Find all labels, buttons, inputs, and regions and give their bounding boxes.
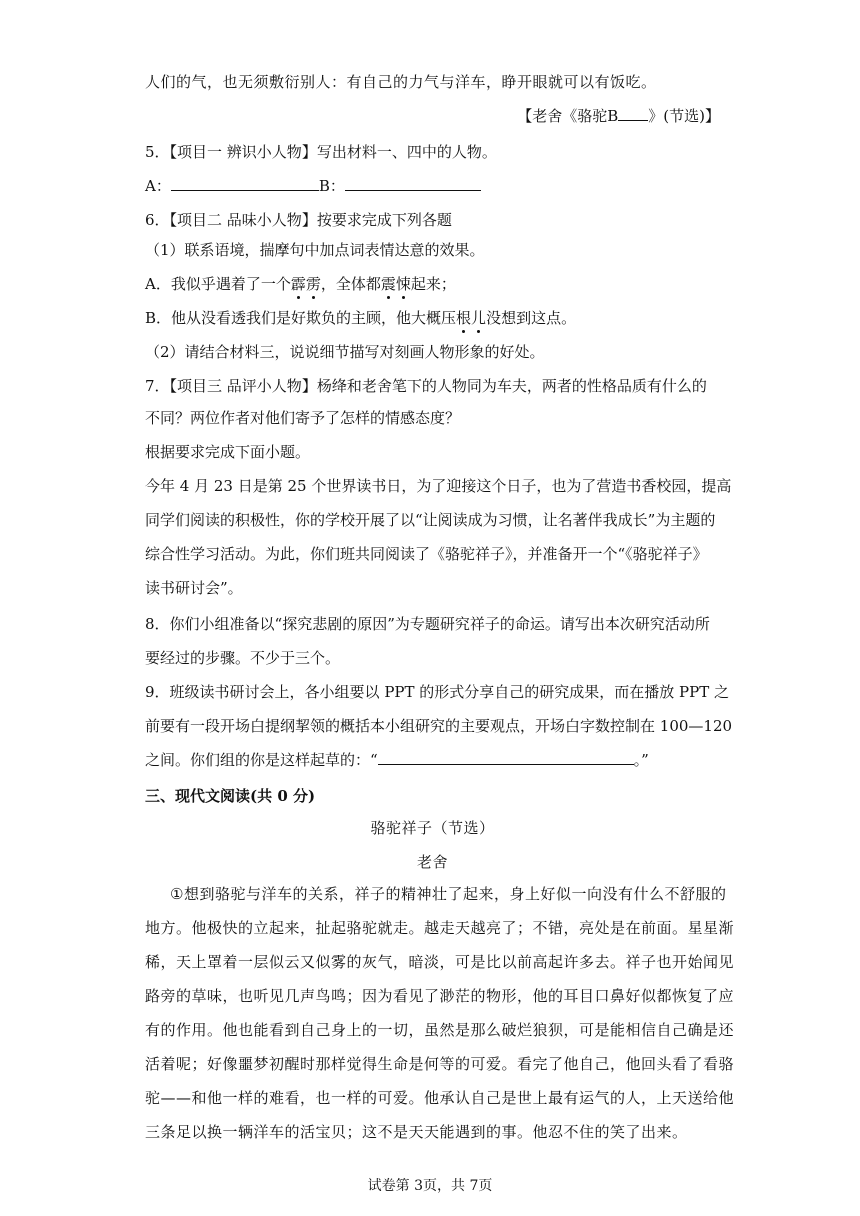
material-tail-text: 人们的气，也无须敷衍别人：有自己的力气与洋车，睁开眼就可以有饭吃。 — [145, 73, 657, 91]
q5-a-blank[interactable] — [171, 176, 319, 191]
q7-line1: 7．【项目三 品评小人物】杨绛和老舍笔下的人物同为车夫，两者的性格品质有什么的 — [145, 377, 707, 395]
dotted-char: 悚 — [395, 275, 411, 293]
dotted-char: 震 — [380, 275, 396, 293]
q6-title: 6．【项目二 品味小人物】按要求完成下列各题 — [145, 211, 452, 229]
q6-option-b — [145, 308, 720, 328]
passage-line: 稀，天上罩着一层似云又似雾的灰气，暗淡，可是比以前高起许多去。祥子也开始闻见 — [145, 953, 735, 971]
page-footer: 试卷第 3页，共 7页 — [367, 1178, 493, 1194]
q9-line2: 前要有一段开场白提纲挈领的概括本小组研究的主要观点，开场白字数控制在 100—120 — [145, 717, 733, 735]
dotted-char: 雳 — [305, 275, 321, 293]
q9-draft-suffix: 。” — [633, 751, 649, 769]
intro-line4: 综合性学习活动。为此，你们班共同阅读了《骆驼祥子》，并准备开一个“《骆驼祥子》 — [145, 545, 708, 563]
intro-line1: 根据要求完成下面小题。 — [145, 443, 311, 461]
q5-b-label: B： — [318, 177, 345, 195]
q5-answers — [145, 176, 720, 196]
passage-line: 驼——和他一样的难看，也一样的可爱。他承认自己是世上最有运气的人，上天送给他 — [145, 1089, 735, 1107]
passage-author: 老舍 — [416, 853, 448, 871]
passage-line: 有的作用。他也能看到自己身上的一切，虽然是那么破烂狼狈，可是能相信自己确是还 — [145, 1021, 735, 1039]
q7-line2: 不同？两位作者对他们寄予了怎样的情感态度？ — [145, 409, 461, 427]
passage-title: 骆驼祥子（节选） — [370, 819, 495, 837]
source-blank[interactable] — [618, 106, 648, 121]
intro-line3: 同学们阅读的积极性，你的学校开展了以“让阅读成为习惯，让名著伴我成长”为主题的 — [145, 511, 716, 529]
passage-line: 三条足以换一辆洋车的活宝贝；这不是天天能遇到的事。他忍不住的笑了出来。 — [145, 1123, 688, 1141]
q6-option-a — [145, 274, 720, 294]
opt-a-text: ，全体都 — [320, 275, 381, 293]
source-suffix: 》(节选)】 — [648, 107, 720, 125]
opt-b-text: B．他从没看透我们是好欺负的主顾，他大概压 — [145, 309, 457, 327]
passage-line: 路旁的草味，也听见几声鸟鸣；因为看见了渺茫的物形，他的耳目口鼻好似都恢复了应 — [145, 987, 735, 1005]
intro-line2: 今年 4 月 23 日是第 25 个世界读书日，为了迎接这个日子，也为了营造书香校园，提高 — [145, 477, 732, 495]
opt-a-text: A．我似乎遇着了一个 — [145, 275, 291, 293]
passage-line: 地方。他极快的立起来，扯起骆驼就走。越走天越亮了；不错，亮处是在前面。星星渐 — [145, 919, 735, 937]
q9-line1: 9．班级读书研讨会上，各小组要以 PPT 的形式分享自己的研究成果，而在播放 PPT 之 — [145, 683, 730, 701]
q8-line2: 要经过的步骤。不少于三个。 — [145, 649, 341, 667]
dotted-char: 根 — [456, 309, 472, 327]
intro-line5: 读书研讨会”。 — [145, 579, 243, 597]
section-heading: 三、现代文阅读(共 0 分) — [145, 787, 316, 805]
passage-line: 活着呢；好像噩梦初醒时那样觉得生命是何等的可爱。看完了他自己，他回头看了看骆 — [145, 1055, 735, 1073]
q5-title: 5．【项目一 辨识小人物】写出材料一、四中的人物。 — [145, 143, 497, 161]
q8-line1: 8．你们小组准备以“探究悲剧的原因”为专题研究祥子的命运。请写出本次研究活动所 — [145, 615, 710, 633]
q5-b-blank[interactable] — [345, 176, 481, 191]
material-source — [145, 106, 720, 126]
q5-a-label: A： — [145, 177, 171, 195]
opt-a-text: 起来； — [410, 275, 456, 293]
q9-draft-prefix: 之间。你们组的你是这样起草的：“ — [145, 751, 378, 769]
passage-line: ①想到骆驼与洋车的关系，祥子的精神壮了起来，身上好似一向没有什么不舒服的 — [170, 885, 727, 903]
q6-sub2: （2）请结合材料三，说说细节描写对刻画人物形象的好处。 — [145, 343, 545, 361]
dotted-char: 霹 — [290, 275, 306, 293]
q9-line3 — [145, 750, 720, 770]
opt-b-text: 没想到这点。 — [486, 309, 577, 327]
q6-sub1: （1）联系语境，揣摩句中加点词表情达意的效果。 — [145, 241, 485, 259]
q9-draft-blank[interactable] — [378, 750, 634, 765]
dotted-char: 儿 — [471, 309, 487, 327]
source-prefix: 【老舍《骆驼B — [517, 107, 619, 125]
